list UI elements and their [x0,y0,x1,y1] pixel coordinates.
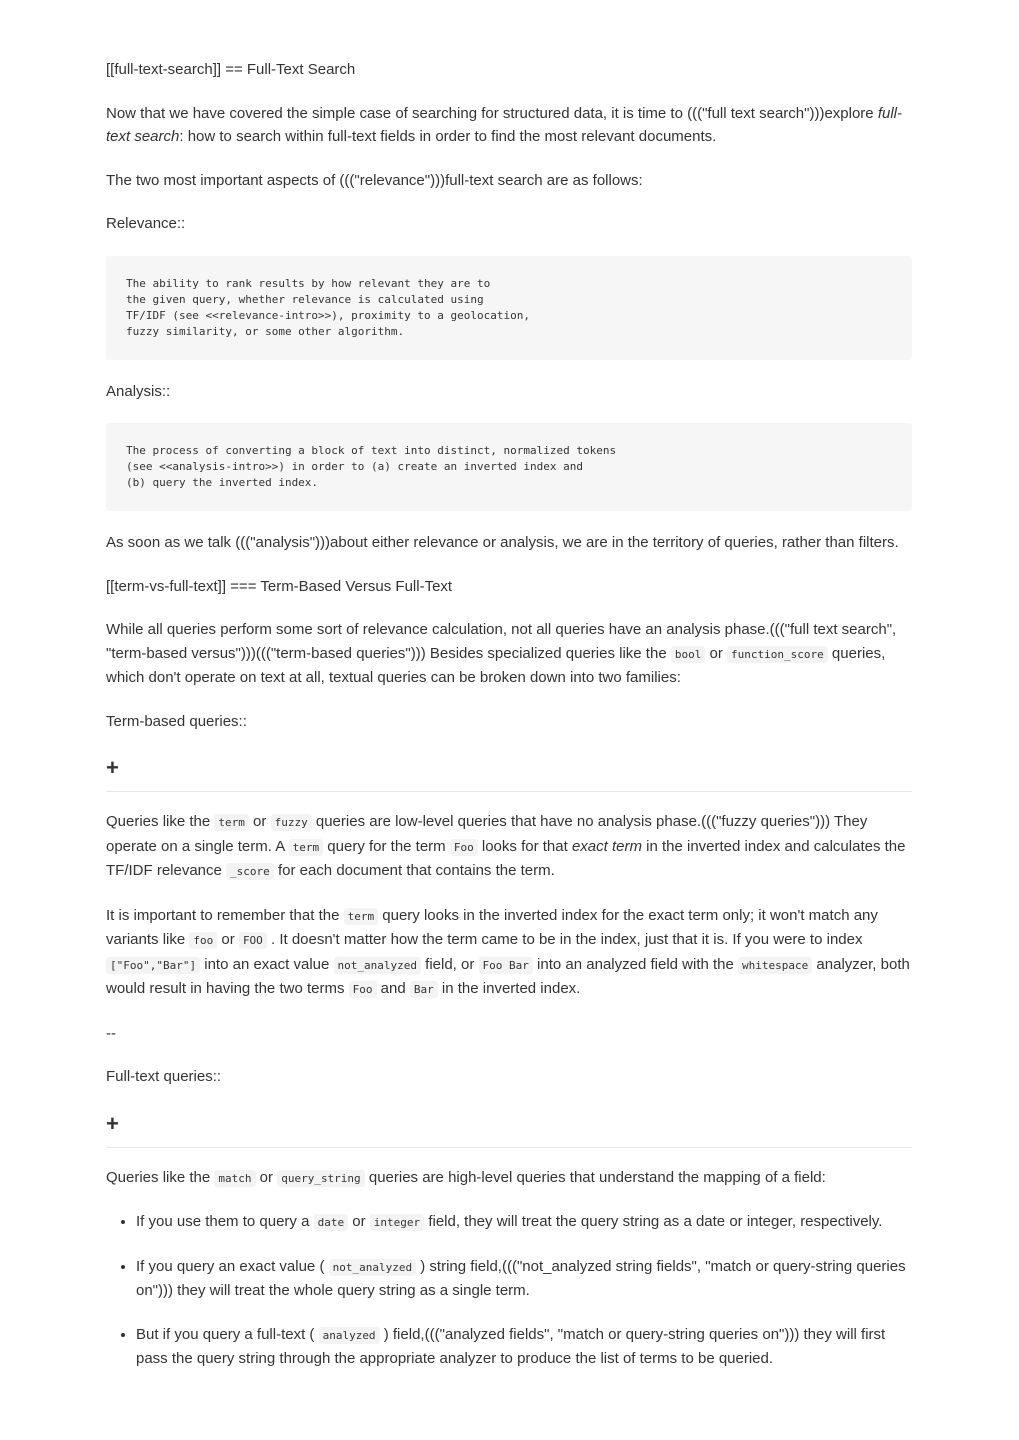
inline-code: not_analyzed [329,1259,416,1276]
inline-code: term [344,908,379,925]
term-based-label: Term-based queries:: [106,712,247,730]
relevance-code-block: The ability to rank results by how relevant they are to the given query, whether relevance is calculated using TF/IDF (see <<relevance-intro>>), proximity to a geolocation, fuzzy similarity, or some other algorithm. [106,256,912,360]
intro-paragraph: Now that we have covered the simple case of searching for structured data, it is time to ((("full text search")))explore full-text search: how to search within full-text fields in order to find the most relevant documents. [106,104,902,145]
plus-continuation-marker: + [106,1110,119,1136]
as-soon-paragraph: As soon as we talk ((("analysis")))about either relevance or analysis, we are in the territory of queries, rather than filters. [106,534,899,551]
inline-code: date [314,1214,349,1231]
important-paragraph: It is important to remember that the term query looks in the inverted index for the exact term only; it won't match any variants like foo or FOO . It doesn't matter how the term came to be in the index, just that it is. If you were to index ["Foo","Bar"] into an exact value not_analyzed field, or Foo Bar into an analyzed field with the whitespace analyzer, both would result in having the two terms Foo and Bar in the inverted index. [106,906,910,997]
emphasis-full-text-search: full-text search [106,104,902,145]
section-heading-full-text-search: [[full-text-search]] == Full-Text Search [106,61,356,78]
inline-code: _score [226,863,274,880]
inline-code: query_string [277,1170,364,1187]
dashes-separator: -- [106,1024,116,1042]
inline-code: fuzzy [271,814,312,831]
list-item: • But if you query a full-text ( analyzed ) field,((("analyzed fields", "match or query-string queries on"))) they will first pass the query string through the appropriate analyzer to produce the list of terms to be queried. [136,1323,912,1371]
inline-code: integer [370,1214,424,1231]
analysis-label: Analysis:: [106,382,171,400]
full-text-label: Full-text queries:: [106,1068,222,1085]
document [106,58,912,1391]
inline-code: whitespace [738,957,812,974]
aspects-paragraph: The two most important aspects of ((("relevance")))full-text search are as follows: [106,171,643,189]
inline-code: Foo Bar [479,957,533,974]
inline-code: not_analyzed [334,957,421,974]
inline-code: match [214,1170,255,1187]
divider [106,791,912,792]
list-item: • If you use them to query a date or integer field, they will treat the query string as a date or integer, respectively. [136,1210,912,1235]
inline-code: function_score [727,646,828,663]
plus-continuation-marker: + [106,755,119,780]
inline-code: Bar [410,981,438,998]
inline-code: Foo [450,839,478,856]
analysis-code-block: The process of converting a block of text into distinct, normalized tokens (see <<analysis-intro>>) in order to (a) create an inverted index and (b) query the inverted index. [106,423,912,511]
inline-code: term [289,839,324,856]
bullet-list [106,1210,912,1371]
full-text-queries-paragraph: Queries like the match or query_string queries are high-level queries that understand the mapping of a field: [106,1168,826,1186]
inline-code: term [214,814,249,831]
inline-code: FOO [239,932,267,949]
inline-code: ["Foo","Bar"] [106,957,200,974]
list-item: • If you query an exact value ( not_analyzed ) string field,((("not_analyzed string fields", "match or query-string queries on"))) they will treat the whole query string as a single term. [136,1255,912,1303]
inline-code: bool [671,646,706,663]
relevance-label: Relevance:: [106,215,186,232]
term-queries-paragraph: Queries like the term or fuzzy queries are low-level queries that have no analysis phase.((("fuzzy queries"))) They operate on a single term. A term query for the term Foo looks for that exact term in the inverted index and calculates the TF/IDF relevance _score for each document that contains the term. [106,813,906,879]
inline-code: analyzed [319,1327,380,1344]
inline-code: Foo [349,981,377,998]
inline-code: foo [189,932,217,949]
section-heading-term-vs-full-text: [[term-vs-full-text]] === Term-Based Versus Full-Text [106,577,453,595]
divider [106,1147,912,1148]
while-paragraph: While all queries perform some sort of relevance calculation, not all queries have an analysis phase.((("full text search", "term-based versus")))((("term-based queries"))) Besides specialized queries like the bool or function_score queries, which don't operate on text at all, textual queries can be broken down into two families: [106,621,897,686]
emphasis-exact-term: exact term [571,837,642,855]
